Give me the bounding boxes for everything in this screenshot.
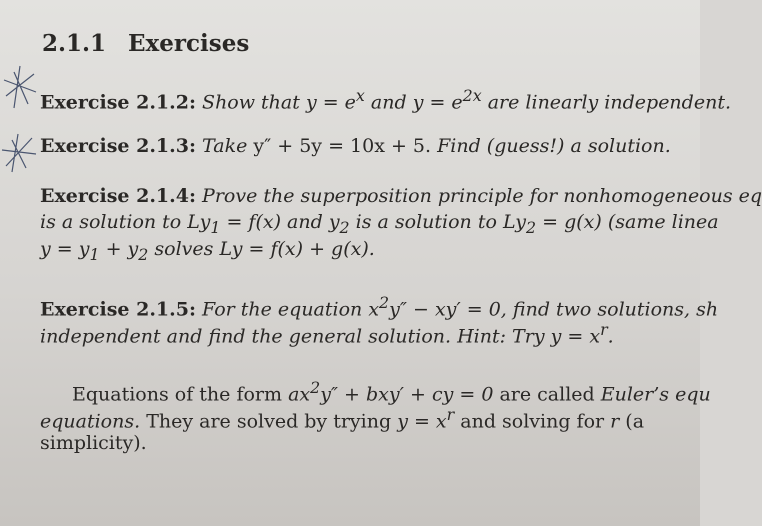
- paragraph-line-3: simplicity).: [40, 432, 147, 454]
- exercise-label: Exercise 2.1.2:: [40, 91, 196, 114]
- exercise-2-1-3: Exercise 2.1.3: Take y″ + 5y = 10x + 5. Find (guess!) a solution.: [40, 135, 671, 157]
- pen-mark-star-1: [0, 62, 40, 112]
- exercise-2-1-5-line-1: Exercise 2.1.5: For the equation $x^2y'' - xy' = 0$, find two solutions, sh: [40, 293, 719, 321]
- paragraph-line-1: Equations of the form $ax^2y'' + bxy'$ + cy = 0 are called Euler’s equ: [72, 378, 711, 406]
- exercise-2-1-4-line-2: is a solution to $Ly_1 = f(x)$ and $y_2$ is a solution to $Ly_2 = g(x)$ (same linea: [40, 211, 719, 237]
- paragraph-line-2: equations. They are solved by trying $y = x^r$ and solving for r (a: [40, 405, 645, 433]
- exercise-2-1-4-line-3: $y = y_1 + y_2$ solves Ly = f(x) + g(x).: [40, 238, 375, 264]
- pen-mark-star-2: [0, 128, 40, 178]
- exercise-label: Exercise 2.1.4:: [40, 185, 196, 207]
- section-title: Exercises: [128, 30, 250, 57]
- section-number: 2.1.1: [42, 30, 107, 57]
- exercise-2-1-5-line-2: independent and find the general solution. Hint: Try $y = x^r$.: [40, 320, 614, 348]
- math: y″ + 5y = 10x + 5.: [253, 135, 432, 157]
- section-heading: [42, 30, 249, 57]
- math: y = e: [305, 91, 356, 114]
- exercise-label: Exercise 2.1.5:: [40, 298, 196, 321]
- exercise-2-1-2: Exercise 2.1.2: Show that $y = e^x$ and $y = e^{2x}$ are linearly independent.: [40, 86, 731, 114]
- math: y = e: [412, 91, 463, 114]
- exercise-2-1-4-line-1: Exercise 2.1.4: Prove the superposition principle for nonhomogeneous eq: [40, 185, 762, 207]
- exercise-label: Exercise 2.1.3:: [40, 135, 196, 157]
